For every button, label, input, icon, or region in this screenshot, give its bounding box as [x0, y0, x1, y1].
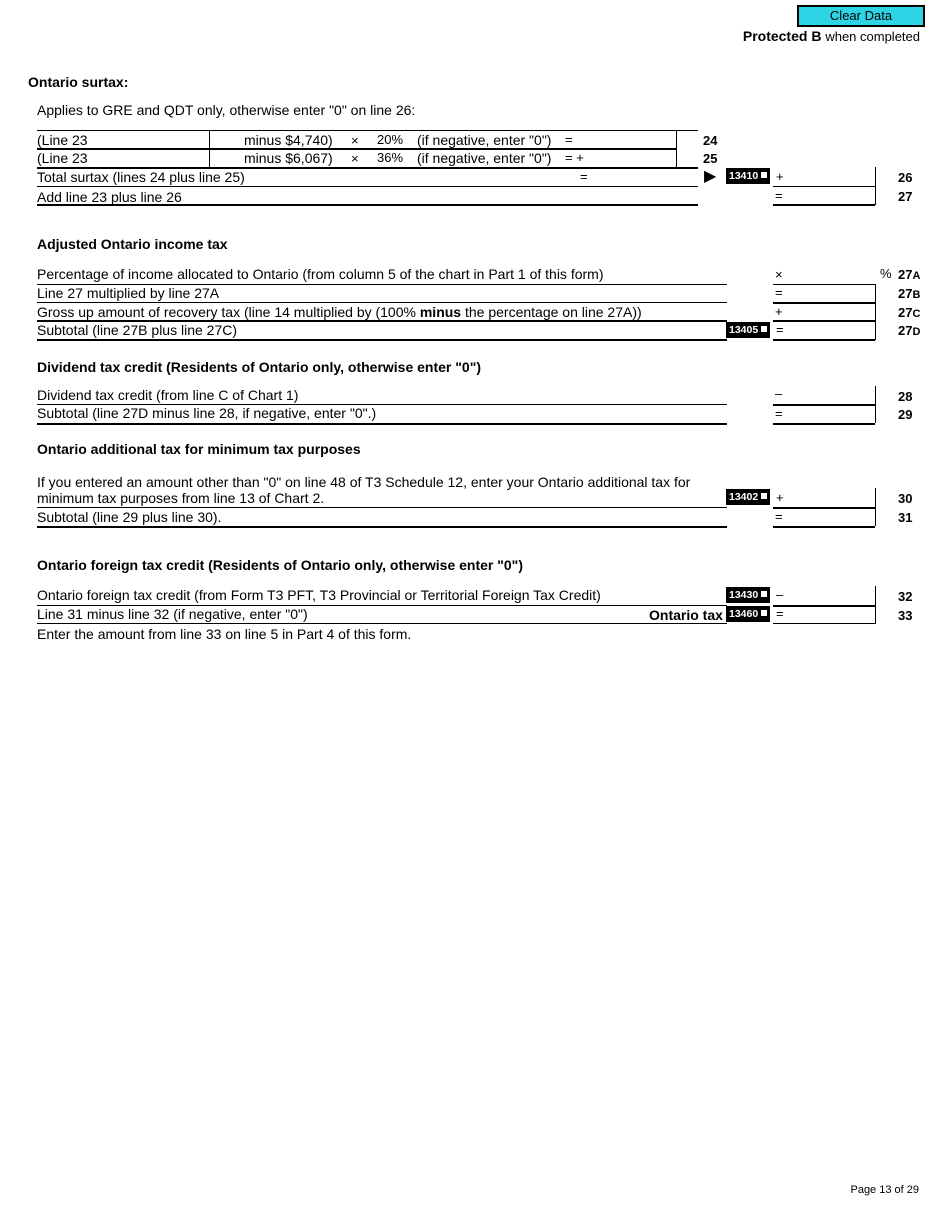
line28-input[interactable]	[790, 387, 876, 405]
row25-equals-plus: = +	[565, 150, 584, 165]
line31-number: 31	[898, 510, 913, 525]
row29-equals: =	[775, 406, 783, 421]
row30-label-line2: minimum tax purposes from line 13 of Chart 2.	[37, 490, 325, 506]
row27a-label: Percentage of income allocated to Ontario (from column 5 of the chart in Part 1 of this form)	[37, 266, 604, 282]
line24-number: 24	[703, 133, 718, 148]
protected-label: Protected B	[742, 28, 822, 44]
line27a-input[interactable]	[790, 265, 882, 283]
code-box-13460	[726, 606, 770, 622]
line30-number: 30	[898, 491, 913, 506]
code-box-13402	[726, 489, 770, 505]
row24-times: ×	[351, 133, 359, 148]
row27c-plus: +	[775, 304, 783, 319]
code-13410: 13410	[729, 170, 759, 182]
line24-input[interactable]	[580, 131, 676, 149]
line31-input[interactable]	[790, 508, 876, 526]
surtax-applies-note: Applies to GRE and QDT only, otherwise enter "0" on line 26:	[37, 102, 416, 118]
row31-label: Subtotal (line 29 plus line 30).	[37, 509, 222, 525]
row33-equals: =	[776, 606, 784, 621]
row27a-times: ×	[775, 267, 783, 282]
line29-number: 29	[898, 407, 913, 422]
row25-times: ×	[351, 151, 359, 166]
row32-minus: –	[776, 587, 784, 602]
line28-number: 28	[898, 389, 913, 404]
row27d-equals: =	[776, 322, 784, 337]
line30-input[interactable]	[790, 489, 876, 507]
row27b-label: Line 27 multiplied by line 27A	[37, 285, 220, 301]
line32-input[interactable]	[790, 587, 876, 605]
row33-label: Line 31 minus line 32 (if negative, enter "0")	[37, 606, 308, 622]
row26-equals: =	[580, 169, 588, 184]
line27d-input[interactable]	[790, 321, 876, 339]
row27d-label: Subtotal (line 27B plus line 27C)	[37, 322, 238, 338]
line27c-input[interactable]	[790, 303, 876, 321]
line25-number: 25	[703, 151, 718, 166]
line27-input[interactable]	[790, 187, 876, 205]
row25-note: (if negative, enter "0")	[417, 150, 552, 166]
line25-input[interactable]	[592, 149, 676, 167]
square-icon	[761, 610, 767, 616]
line27b-number: 27B	[898, 286, 921, 301]
ontario-tax-label: Ontario tax	[649, 607, 723, 623]
row28-label: Dividend tax credit (from line C of Chart 1)	[37, 387, 299, 403]
line26-input[interactable]	[790, 168, 876, 186]
row29-label: Subtotal (line 27D minus line 28, if negative, enter "0".)	[37, 405, 377, 421]
line26-number: 26	[898, 170, 913, 185]
dividend-title: Dividend tax credit (Residents of Ontario only, otherwise enter "0")	[37, 359, 481, 375]
row24-label: (Line 23	[37, 132, 88, 148]
line27b-input[interactable]	[790, 285, 876, 303]
code-box-13410	[726, 168, 770, 184]
line33-number: 33	[898, 608, 913, 623]
row24-equals: =	[565, 132, 573, 147]
square-icon	[761, 326, 767, 332]
row27b-equals: =	[775, 285, 783, 300]
row24-minus: minus $4,740)	[244, 132, 333, 148]
row30-label-line1: If you entered an amount other than "0" on line 48 of T3 Schedule 12, enter your Ontario additional tax for	[37, 474, 691, 490]
row24-rate: 20%	[377, 132, 404, 147]
code-box-13430	[726, 587, 770, 603]
line27-number: 27	[898, 189, 913, 204]
code-13405: 13405	[729, 324, 759, 336]
row27a-percent: %	[880, 266, 892, 281]
row30-plus: +	[776, 490, 784, 505]
row26-label: Total surtax (lines 24 plus line 25)	[37, 169, 245, 185]
row27-label: Add line 23 plus line 26	[37, 189, 182, 205]
row25-label: (Line 23	[37, 150, 88, 166]
arrow-icon: ▶	[704, 168, 717, 185]
row27-equals: =	[775, 188, 783, 203]
foreign-note: Enter the amount from line 33 on line 5 in Part 4 of this form.	[37, 626, 412, 642]
row32-label: Ontario foreign tax credit (from Form T3 PFT, T3 Provincial or Territorial Foreign Tax Credit)	[37, 587, 601, 603]
surtax-title: Ontario surtax:	[28, 74, 129, 90]
row24-note: (if negative, enter "0")	[417, 132, 552, 148]
square-icon	[761, 591, 767, 597]
row25-rate: 36%	[377, 150, 404, 165]
protected-suffix: when completed	[825, 29, 920, 44]
row28-minus: –	[775, 386, 783, 401]
adjusted-title: Adjusted Ontario income tax	[37, 236, 228, 252]
protected-notice	[743, 28, 920, 44]
line32-number: 32	[898, 589, 913, 604]
line27c-number: 27C	[898, 305, 921, 320]
code-13430: 13430	[729, 589, 759, 601]
line27d-number: 27D	[898, 323, 921, 338]
row26-plus: +	[776, 169, 784, 184]
row31-equals: =	[775, 509, 783, 524]
additional-title: Ontario additional tax for minimum tax purposes	[37, 441, 361, 457]
line29-input[interactable]	[790, 405, 876, 423]
line27a-number: 27A	[898, 267, 921, 282]
clear-data-button[interactable]: Clear Data	[797, 5, 925, 27]
code-13460: 13460	[729, 608, 759, 620]
code-13402: 13402	[729, 491, 759, 503]
row27c-label: Gross up amount of recovery tax (line 14 multiplied by (100% minus the percentage on line 27A))	[37, 304, 642, 320]
square-icon	[761, 493, 767, 499]
foreign-title: Ontario foreign tax credit (Residents of Ontario only, otherwise enter "0")	[37, 557, 523, 573]
page-number: Page 13 of 29	[850, 1184, 919, 1196]
square-icon	[761, 172, 767, 178]
line33-input[interactable]	[790, 606, 876, 624]
row25-minus: minus $6,067)	[244, 150, 333, 166]
code-box-13405	[726, 322, 770, 338]
